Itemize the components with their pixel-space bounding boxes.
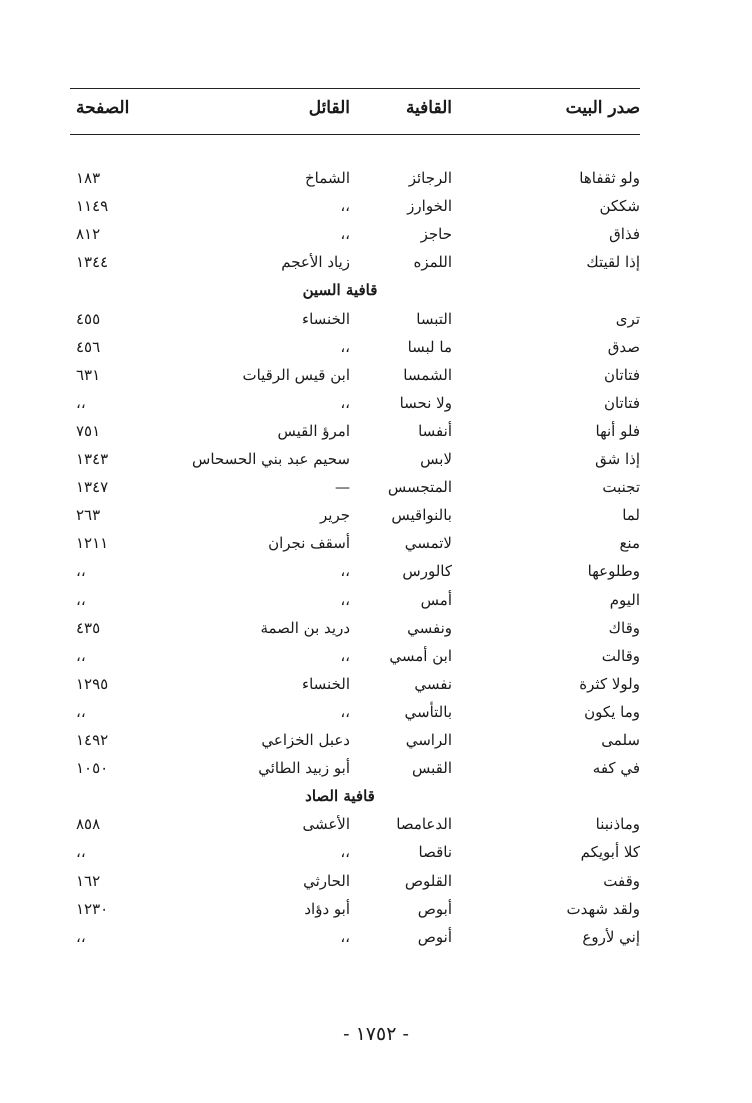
cell-sadr: فتاتان	[603, 366, 640, 384]
cell-sadr: كلا أبويكم	[580, 843, 640, 861]
table-row	[70, 501, 640, 529]
cell-qafiya: أنوص	[417, 928, 452, 946]
table-row	[70, 361, 640, 389]
cell-page: ٧٥١	[76, 422, 101, 440]
cell-qail: جرير	[320, 506, 350, 524]
cell-sadr: إذا لقيتك	[586, 253, 640, 271]
cell-qail: ،،	[340, 197, 350, 215]
cell-sadr: فلو أنها	[595, 422, 640, 440]
header-page: الصفحة	[76, 98, 130, 118]
section-title: قافية السين	[302, 281, 378, 299]
cell-qail: الحارثي	[303, 872, 350, 890]
section-heading	[70, 782, 640, 810]
cell-sadr: لما	[622, 506, 640, 524]
cell-sadr: فذاق	[609, 225, 640, 243]
cell-sadr: ولولا كثرة	[579, 675, 640, 693]
table-row	[70, 923, 640, 951]
cell-page: ١٠٥٠	[76, 759, 109, 777]
table-row	[70, 305, 640, 333]
cell-page: ٨٥٨	[76, 815, 101, 833]
cell-qafiya: القبس	[412, 759, 452, 777]
table-row	[70, 164, 640, 192]
table-row	[70, 220, 640, 248]
cell-page: ١٣٤٣	[76, 450, 109, 468]
cell-page: ٤٥٥	[76, 310, 101, 328]
cell-page: ،،	[76, 394, 86, 412]
cell-qafiya: أبوص	[417, 900, 452, 918]
cell-sadr: وطلوعها	[587, 562, 640, 580]
cell-qail: دريد بن الصمة	[260, 619, 350, 637]
cell-sadr: وقفت	[603, 872, 640, 890]
table-row	[70, 417, 640, 445]
cell-qafiya: الدعامصا	[396, 815, 452, 833]
cell-page: ٤٣٥	[76, 619, 101, 637]
table-row	[70, 810, 640, 838]
cell-qafiya: بالتأسي	[404, 703, 452, 721]
cell-sadr: تجنبت	[602, 478, 640, 496]
cell-page: ٨١٢	[76, 225, 101, 243]
cell-qafiya: لابس	[420, 450, 452, 468]
cell-sadr: صدق	[607, 338, 640, 356]
table-row	[70, 670, 640, 698]
section-heading	[70, 276, 640, 304]
cell-qail: الخنساء	[302, 310, 350, 328]
table-row	[70, 838, 640, 866]
cell-sadr: منع	[619, 534, 640, 552]
header-qail: القائل	[308, 98, 350, 118]
section-title: قافية الصاد	[305, 787, 375, 805]
table-row	[70, 642, 640, 670]
table-row	[70, 333, 640, 361]
cell-qail: ،،	[340, 338, 350, 356]
cell-qail: دعبل الخزاعي	[261, 731, 350, 749]
cell-qafiya: كالورس	[402, 562, 452, 580]
table-row	[70, 389, 640, 417]
cell-qail: امرؤ القيس	[277, 422, 350, 440]
cell-page: ،،	[76, 703, 86, 721]
table-row	[70, 895, 640, 923]
cell-qail: زياد الأعجم	[281, 253, 350, 271]
cell-page: ١٣٤٤	[76, 253, 109, 271]
table-row	[70, 248, 640, 276]
cell-sadr: وما يكون	[584, 703, 640, 721]
page-number: - ١٧٥٢ -	[343, 1023, 409, 1045]
cell-qafiya: الخوارز	[407, 197, 452, 215]
cell-sadr: إني لأروع	[582, 928, 640, 946]
cell-qail: ،،	[340, 703, 350, 721]
cell-qafiya: ناقصا	[418, 843, 452, 861]
cell-page: ١٣٤٧	[76, 478, 109, 496]
cell-qail: ،،	[340, 843, 350, 861]
table-row	[70, 445, 640, 473]
cell-qafiya: أنفسا	[418, 422, 452, 440]
cell-sadr: اليوم	[609, 591, 640, 609]
cell-qail: سحيم عبد بني الحسحاس	[192, 450, 350, 468]
cell-qail: ابن قيس الرقيات	[242, 366, 350, 384]
cell-qafiya: ابن أمسي	[389, 647, 452, 665]
cell-sadr: ولو ثقفاها	[579, 169, 640, 187]
table-header	[70, 94, 640, 122]
cell-page: ١٦٢	[76, 872, 101, 890]
cell-sadr: في كفه	[592, 759, 640, 777]
table-row	[70, 698, 640, 726]
cell-page: ٤٥٦	[76, 338, 101, 356]
cell-qafiya: التبسا	[416, 310, 452, 328]
cell-qafiya: المتجسس	[387, 478, 452, 496]
cell-qail: أسقف نجران	[268, 534, 350, 552]
cell-page: ١١٤٩	[76, 197, 109, 215]
cell-qafiya: ولا نحسا	[399, 394, 452, 412]
cell-qafiya: أمس	[420, 591, 452, 609]
cell-sadr: وماذنبنا	[595, 815, 640, 833]
cell-qafiya: الرجائز	[408, 169, 452, 187]
cell-sadr: وقاك	[608, 619, 640, 637]
table-row	[70, 192, 640, 220]
cell-qail: أبو دؤاد	[304, 900, 350, 918]
cell-qail: ،،	[340, 928, 350, 946]
cell-qail: أبو زبيد الطائي	[258, 759, 350, 777]
cell-qail: الخنساء	[302, 675, 350, 693]
cell-page: ،،	[76, 843, 86, 861]
cell-qail: الشماخ	[304, 169, 350, 187]
cell-sadr: فتاتان	[603, 394, 640, 412]
cell-page: ١٢٣٠	[76, 900, 109, 918]
cell-qail: ،،	[340, 591, 350, 609]
cell-qafiya: الراسي	[405, 731, 452, 749]
cell-qafiya: ونفسي	[407, 619, 452, 637]
cell-qafiya: حاجز	[420, 225, 452, 243]
cell-page: ١٢١١	[76, 534, 109, 552]
cell-sadr: ترى	[615, 310, 640, 328]
cell-page: ،،	[76, 591, 86, 609]
cell-qail: ،،	[340, 562, 350, 580]
cell-qafiya: الشمسا	[403, 366, 452, 384]
cell-sadr: شككن	[599, 197, 640, 215]
cell-page: ،،	[76, 562, 86, 580]
cell-sadr: سلمى	[601, 731, 640, 749]
cell-page: ،،	[76, 647, 86, 665]
cell-page: ١٢٩٥	[76, 675, 109, 693]
header-rule	[70, 134, 640, 135]
table-row	[70, 529, 640, 557]
cell-qail: ،،	[340, 394, 350, 412]
cell-qafiya: بالنواقيس	[391, 506, 452, 524]
cell-qail: الأعشى	[302, 815, 350, 833]
cell-sadr: وقالت	[601, 647, 640, 665]
cell-sadr: إذا شق	[595, 450, 640, 468]
cell-page: ١٤٩٢	[76, 731, 109, 749]
top-rule	[70, 88, 640, 89]
cell-qafiya: لاتمسي	[404, 534, 452, 552]
cell-sadr: ولقد شهدت	[566, 900, 640, 918]
cell-page: ٦٣١	[76, 366, 101, 384]
table-row	[70, 586, 640, 614]
cell-qail: ،،	[340, 647, 350, 665]
header-sadr: صدر البيت	[565, 98, 640, 118]
cell-qafiya: ما لبسا	[407, 338, 452, 356]
cell-qail: ،،	[340, 225, 350, 243]
cell-page: ٢٦٣	[76, 506, 101, 524]
cell-page: ،،	[76, 928, 86, 946]
cell-page: ١٨٣	[76, 169, 101, 187]
table-row	[70, 473, 640, 501]
header-qafiya: القافية	[405, 98, 452, 118]
table-row	[70, 754, 640, 782]
table-row	[70, 557, 640, 585]
cell-qail: —	[335, 478, 350, 496]
cell-qafiya: اللمزه	[413, 253, 452, 271]
table-row	[70, 614, 640, 642]
cell-qafiya: نفسي	[414, 675, 452, 693]
table-row	[70, 726, 640, 754]
table-row	[70, 867, 640, 895]
cell-qafiya: القلوص	[404, 872, 452, 890]
